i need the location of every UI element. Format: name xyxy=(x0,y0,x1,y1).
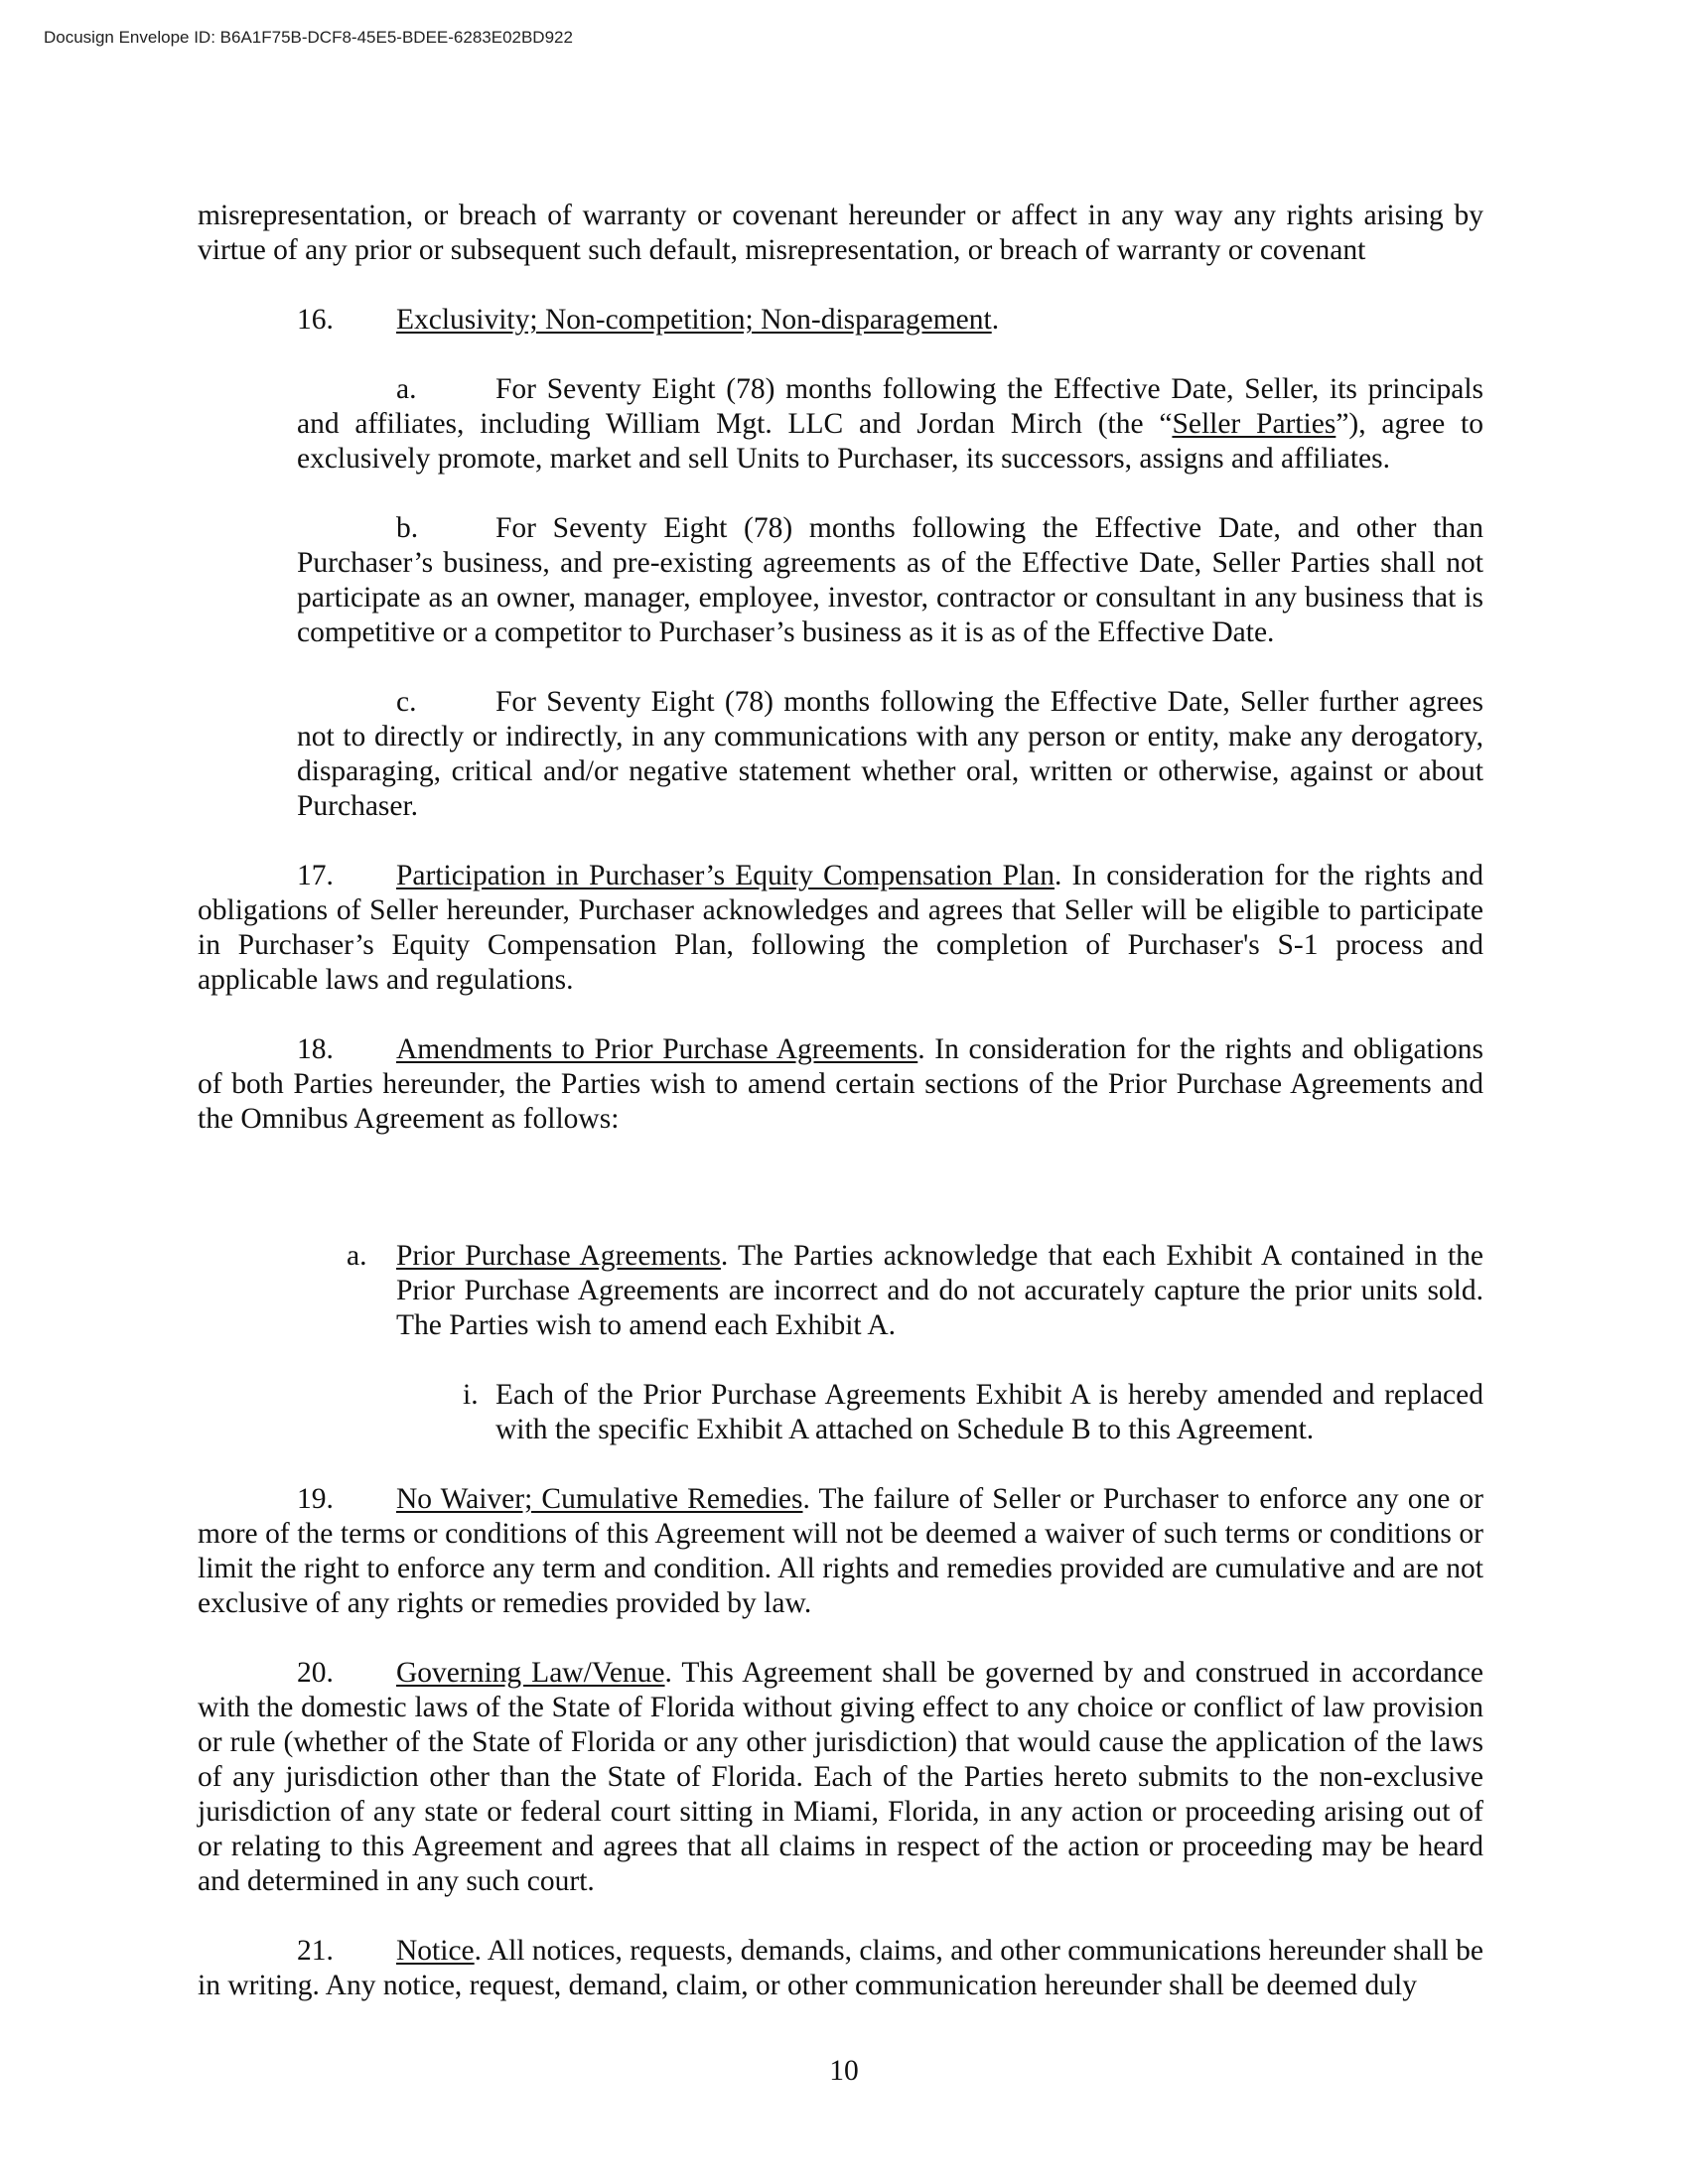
subsection-letter: a. xyxy=(347,1240,367,1272)
section-19 xyxy=(198,1482,1483,1621)
section-16a xyxy=(297,372,1483,477)
section-number: 17. xyxy=(297,860,334,891)
intro-paragraph: misrepresentation, or breach of warranty or covenant hereunder or affect in any way any rights arising by virtue of any prior or subsequent such default, misrepresentation, or breach of warranty or covenant xyxy=(198,200,1483,266)
section-title: No Waiver; Cumulative Remedies xyxy=(396,1483,803,1515)
section-title: Amendments to Prior Purchase Agreements xyxy=(396,1033,918,1065)
subsection-text: . The Parties acknowledge that each Exhibit A contained in the Prior Purchase Agreements are incorrect and do not accurately capture the prior units sold. The Parties wish to amend each Exhibit A. xyxy=(396,1240,1483,1341)
section-number: 21. xyxy=(297,1935,334,1967)
section-number: 20. xyxy=(297,1657,334,1689)
section-title: Governing Law/Venue xyxy=(396,1657,665,1689)
subsection-letter: b. xyxy=(396,512,419,544)
section-number: 19. xyxy=(297,1483,334,1515)
section-18a-i xyxy=(463,1378,1483,1447)
subsection-title: Prior Purchase Agreements xyxy=(396,1240,721,1272)
subsection-text: For Seventy Eight (78) months following the Effective Date, and other than Purchaser’s business, and pre-existing agreements as of the Effective Date, Seller Parties shall not participate as an owner, manager, employee, investor, contractor or consultant in any business that is competitive or a competitor to Purchaser’s business as it is as of the Effective Date. xyxy=(297,512,1483,648)
document-body xyxy=(198,199,1483,2003)
section-20 xyxy=(198,1656,1483,1899)
section-text: . In consideration for the rights and obligations of both Parties hereunder, the Parties wish to amend certain sections of the Prior Purchase Agreements and the Omnibus Agreement as follows: xyxy=(198,1033,1483,1135)
section-number: 16. xyxy=(297,304,334,336)
section-18 xyxy=(198,1032,1483,1137)
docusign-envelope-id: Docusign Envelope ID: B6A1F75B-DCF8-45E5-BDEE-6283E02BD922 xyxy=(44,28,573,47)
section-text: . In consideration for the rights and obligations of Seller hereunder, Purchaser acknowledges and agrees that Seller will be eligible to participate in Purchaser’s Equity Compensation Plan, following the completion of Purchaser's S-1 process and applicable laws and regulations. xyxy=(198,860,1483,996)
page-number: 10 xyxy=(829,2055,859,2087)
subsection-text: For Seventy Eight (78) months following the Effective Date, Seller, its principals and affiliates, including William Mgt. LLC and Jordan Mirch (the “ xyxy=(297,373,1483,440)
subsection-letter: a. xyxy=(396,373,417,405)
section-16-heading xyxy=(198,303,1483,338)
section-title-period: . xyxy=(991,304,1000,336)
section-16c xyxy=(297,685,1483,824)
defined-term-seller-parties: Seller Parties xyxy=(1172,408,1336,440)
section-17 xyxy=(198,859,1483,998)
section-16b xyxy=(297,511,1483,650)
clause-text: Each of the Prior Purchase Agreements Exhibit A is hereby amended and replaced with the specific Exhibit A attached on Schedule B to this Agreement. xyxy=(495,1379,1483,1445)
section-text: . This Agreement shall be governed by and construed in accordance with the domestic laws of the State of Florida without giving effect to any choice or conflict of law provision or rule (whether of the State of Florida or any other jurisdiction) that would cause the application of the laws of any jurisdiction other than the State of Florida. Each of the Parties hereto submits to the non-exclusive jurisdiction of any state or federal court sitting in Miami, Florida, in any action or proceeding arising out of or relating to this Agreement and agrees that all claims in respect of the action or proceeding may be heard and determined in any such court. xyxy=(198,1657,1483,1897)
subsection-text: ”), agree to exclusively promote, market and sell Units to Purchaser, its successors, assigns and affiliates. xyxy=(297,408,1483,475)
section-title: Exclusivity; Non-competition; Non-disparagement xyxy=(396,304,992,336)
section-21 xyxy=(198,1934,1483,2003)
subsection-letter: c. xyxy=(396,686,417,718)
section-title: Notice xyxy=(396,1935,475,1967)
clause-numeral: i. xyxy=(463,1379,479,1411)
subsection-text: For Seventy Eight (78) months following the Effective Date, Seller further agrees not to directly or indirectly, in any communications with any person or entity, make any derogatory, disparaging, critical and/or negative statement whether oral, written or otherwise, against or about Purchaser. xyxy=(297,686,1483,822)
section-number: 18. xyxy=(297,1033,334,1065)
section-title: Participation in Purchaser’s Equity Compensation Plan xyxy=(396,860,1055,891)
section-text: . All notices, requests, demands, claims, and other communications hereunder shall be in writing. Any notice, request, demand, claim, or other communication hereunder shall be deemed duly xyxy=(198,1935,1483,2001)
section-18a xyxy=(347,1239,1483,1343)
section-text: . The failure of Seller or Purchaser to enforce any one or more of the terms or conditions of this Agreement will not be deemed a waiver of such terms or conditions or limit the right to enforce any term and condition. All rights and remedies provided are cumulative and are not exclusive of any rights or remedies provided by law. xyxy=(198,1483,1483,1619)
